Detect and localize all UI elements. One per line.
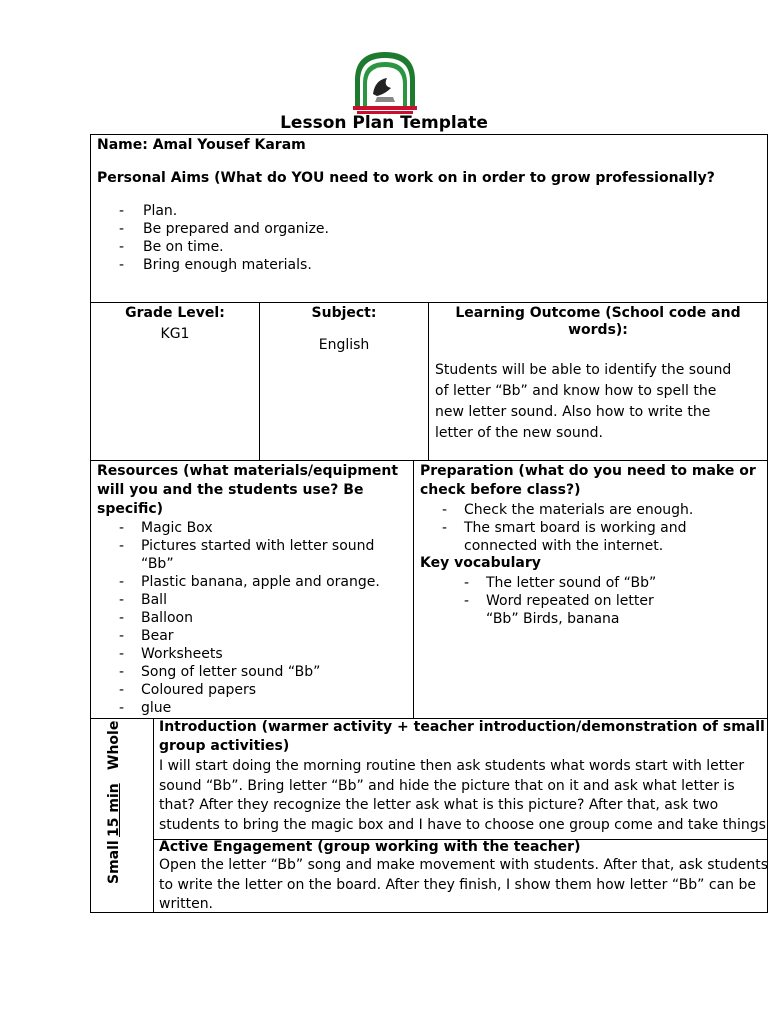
teacher-name: Name: Amal Yousef Karam xyxy=(97,137,306,153)
introduction-text-line: that? After they recognize the letter ask what is this picture? After that, ask two xyxy=(159,797,719,813)
active-engagement-text-line: written. xyxy=(159,896,214,912)
preparation-heading-line: check before class?) xyxy=(420,482,581,498)
aims-list xyxy=(97,202,737,274)
list-item: - Check the materials are enough. xyxy=(420,501,720,519)
list-item: - Plan. xyxy=(97,202,737,220)
resources-heading-line: specific) xyxy=(97,501,164,517)
subject-cell xyxy=(259,302,429,461)
resources-cell xyxy=(90,460,414,719)
time-label-cell xyxy=(90,718,154,913)
introduction-text-line: I will start doing the morning routine then ask students what words start with letter xyxy=(159,758,745,774)
list-item: - Be prepared and organize. xyxy=(97,220,737,238)
list-item: - Word repeated on letter “Bb” Birds, banana xyxy=(420,592,720,628)
introduction-heading-line: group activities) xyxy=(159,738,290,754)
list-item: - Song of letter sound “Bb” xyxy=(97,663,409,681)
outcome-cell xyxy=(428,302,768,461)
introduction-heading-line: Introduction (warmer activity + teacher introduction/demonstration of small xyxy=(159,719,765,735)
active-engagement-cell xyxy=(153,839,768,913)
resources-heading-line: Resources (what materials/equipment xyxy=(97,463,399,479)
list-item: - glue xyxy=(97,699,409,717)
list-item: - Be on time. xyxy=(97,238,737,256)
list-item: - Magic Box xyxy=(97,519,409,537)
active-engagement-text-line: Open the letter “Bb” song and make movement with students. After that, ask students xyxy=(159,857,768,873)
outcome-label-line1: Learning Outcome (School code and xyxy=(455,305,741,321)
grade-value: KG1 xyxy=(160,326,190,342)
name-aims-cell xyxy=(90,134,768,303)
grade-label: Grade Level: xyxy=(125,305,225,321)
preparation-cell xyxy=(413,460,768,719)
list-item: - Plastic banana, apple and orange. xyxy=(97,573,409,591)
outcome-text-line: letter of the new sound. xyxy=(435,425,603,441)
list-item: - Balloon xyxy=(97,609,409,627)
resources-list xyxy=(97,519,409,717)
active-engagement-text-line: to write the letter on the board. After they finish, I show them how letter “Bb” can be xyxy=(159,876,756,893)
list-item: - Bear xyxy=(97,627,409,645)
school-logo xyxy=(353,50,417,116)
list-item: - The letter sound of “Bb” xyxy=(420,574,720,592)
list-item: - The smart board is working and connected with the internet. xyxy=(420,519,720,555)
outcome-text-line: of letter “Bb” and know how to spell the xyxy=(435,383,717,399)
list-item: - Bring enough materials. xyxy=(97,256,737,274)
list-item: - Pictures started with letter sound “Bb” xyxy=(97,537,409,573)
whole-label: Whole xyxy=(106,720,122,770)
outcome-text-line: new letter sound. Also how to write the xyxy=(435,404,711,420)
subject-label: Subject: xyxy=(311,305,377,321)
page-title: Lesson Plan Template xyxy=(280,113,488,133)
list-item: - Worksheets xyxy=(97,645,409,663)
aims-heading: Personal Aims (What do YOU need to work on in order to grow professionally? xyxy=(97,170,715,186)
key-vocabulary-heading: Key vocabulary xyxy=(420,555,541,571)
outcome-text-line: Students will be able to identify the sound xyxy=(435,362,732,378)
active-engagement-heading: Active Engagement (group working with the teacher) xyxy=(159,839,581,855)
list-item: - Coloured papers xyxy=(97,681,409,699)
list-item: - Ball xyxy=(97,591,409,609)
preparation-list xyxy=(420,501,720,555)
introduction-cell xyxy=(153,718,768,840)
outcome-label-line2: words): xyxy=(568,322,628,338)
resources-heading-line: will you and the students use? Be xyxy=(97,482,364,498)
introduction-text-line: sound “Bb”. Bring letter “Bb” and hide the picture that on it and ask what letter is xyxy=(159,777,735,794)
preparation-heading-line: Preparation (what do you need to make or xyxy=(420,463,756,479)
grade-cell xyxy=(90,302,260,461)
introduction-text-line: students to bring the magic box and I have to choose one group come and take things xyxy=(159,816,766,833)
subject-value: English xyxy=(318,337,370,353)
duration-label: 15 min xyxy=(106,783,122,837)
small-label: Small xyxy=(106,840,122,884)
vocabulary-list xyxy=(420,574,720,628)
